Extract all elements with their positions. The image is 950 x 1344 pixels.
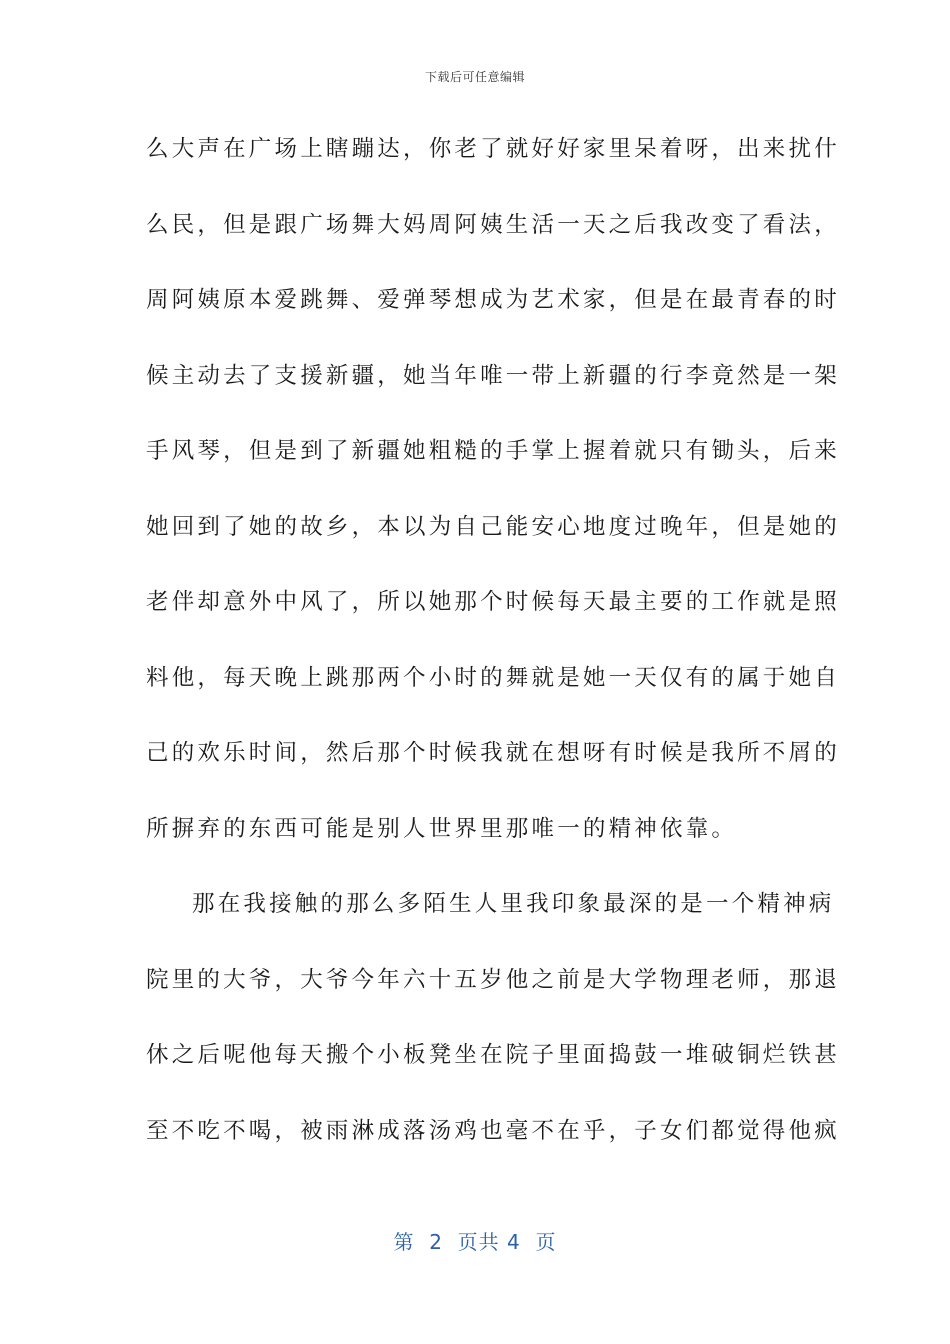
text-line: 她回到了她的故乡，本以为自己能安心地度过晚年，但是她的 <box>146 513 840 540</box>
text-line: 么民，但是跟广场舞大妈周阿姨生活一天之后我改变了看法， <box>146 211 840 238</box>
text-line: 手风琴，但是到了新疆她粗糙的手掌上握着就只有锄头，后来 <box>146 438 840 464</box>
body-text <box>146 124 840 1181</box>
text-line: 料他，每天晚上跳那两个小时的舞就是她一天仅有的属于她自 <box>146 664 840 691</box>
text-line: 至不吃不喝，被雨淋成落汤鸡也毫不在乎，子女们都觉得他疯 <box>146 1117 840 1144</box>
text-line: 休之后呢他每天搬个小板凳坐在院子里面捣鼓一堆破铜烂铁甚 <box>146 1042 840 1068</box>
text-line: 所摒弃的东西可能是别人世界里那唯一的精神依靠。 <box>146 815 738 842</box>
text-line: 院里的大爷，大爷今年六十五岁他之前是大学物理老师，那退 <box>146 966 840 993</box>
paragraph-start-line: 那在我接触的那么多陌生人里我印象最深的是一个精神病 <box>192 891 835 917</box>
text-line: 老伴却意外中风了，所以她那个时候每天最主要的工作就是照 <box>146 589 840 615</box>
page-header: 下载后可任意编辑 <box>424 70 525 84</box>
text-line: 候主动去了支援新疆，她当年唯一带上新疆的行李竟然是一架 <box>146 362 840 389</box>
text-line: 周阿姨原本爱跳舞、爱弹琴想成为艺术家，但是在最青春的时 <box>146 287 840 313</box>
text-line: 己的欢乐时间，然后那个时候我就在想呀有时候是我所不屑的 <box>146 740 840 766</box>
page-number-footer: 第 2 页共 4 页 <box>393 1230 557 1254</box>
text-line: 么大声在广场上瞎蹦达，你老了就好好家里呆着呀，出来扰什 <box>146 136 840 162</box>
